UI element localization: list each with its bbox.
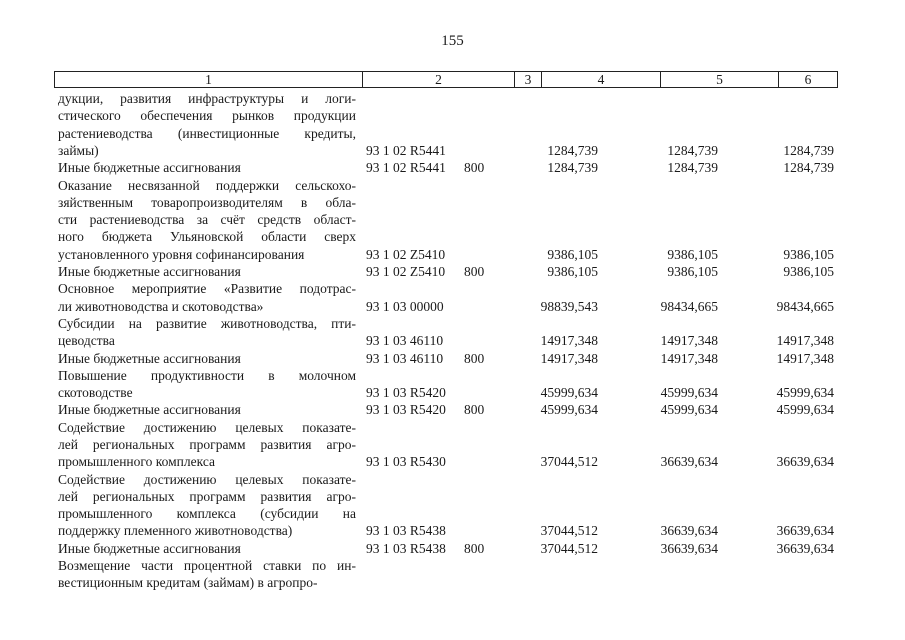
row-value-5: 36639,634 (660, 454, 718, 470)
row-code: 93 1 03 46110 (366, 333, 444, 349)
row-vr: 800 (464, 540, 485, 556)
row-value-5: 9386,105 (667, 246, 718, 262)
row-value-6: 14917,348 (776, 333, 834, 349)
row-name-line: лей региональных программ развития агро- (58, 488, 356, 504)
table-row (0, 263, 905, 280)
row-value-4: 14917,348 (540, 333, 598, 349)
row-vr: 800 (464, 160, 485, 176)
row-name-line: Иные бюджетные ассигнования (58, 402, 241, 418)
row-name (58, 401, 356, 418)
table-row (0, 350, 905, 367)
row-name-line: Субсидии на развитие животноводства, пти- (58, 315, 356, 331)
row-name (58, 419, 356, 471)
row-value-5: 9386,105 (667, 264, 718, 279)
row-value-5: 45999,634 (660, 385, 718, 401)
row-value-6: 1284,739 (783, 160, 834, 176)
row-name-line: зяйственным товаропроизводителям в обла- (58, 194, 356, 210)
row-name-line: ли животноводства и скотоводства» (58, 298, 264, 314)
header-col-4: 4 (541, 72, 660, 87)
row-value-4: 1284,739 (547, 142, 598, 158)
row-name-line: Иные бюджетные ассигнования (58, 540, 241, 556)
row-name-line: Оказание несвязанной поддержки сельскохо- (58, 177, 356, 193)
row-value-4: 37044,512 (540, 540, 598, 556)
row-code: 93 1 02 Z5410 (366, 246, 446, 262)
header-col-6: 6 (778, 72, 837, 87)
row-vr: 800 (464, 402, 485, 418)
page-number: 155 (441, 33, 464, 49)
row-value-5: 1284,739 (667, 160, 718, 176)
row-name (58, 557, 356, 592)
table-row (0, 177, 905, 264)
row-code: 93 1 03 R5438 (366, 540, 446, 556)
row-code: 93 1 03 R5420 (366, 402, 446, 418)
row-name-line: Иные бюджетные ассигнования (58, 160, 241, 176)
row-name-line: сти растениеводства за счёт средств област- (58, 212, 356, 228)
row-name-line: Повышение продуктивности в молочном (58, 367, 356, 383)
row-value-6: 36639,634 (776, 523, 834, 539)
row-value-6: 36639,634 (776, 454, 834, 470)
row-value-4: 45999,634 (540, 402, 598, 418)
row-name-line: стического обеспечения рынков продукции (58, 108, 356, 124)
row-name-line: дукции, развития инфраструктуры и логи- (58, 91, 356, 106)
row-value-5: 45999,634 (660, 402, 718, 418)
row-value-6: 9386,105 (783, 264, 834, 279)
row-name-line: Иные бюджетные ассигнования (58, 264, 241, 279)
row-name (58, 280, 356, 315)
row-name (58, 263, 356, 280)
row-value-5: 1284,739 (667, 142, 718, 158)
table-row (0, 280, 905, 315)
row-value-5: 98434,665 (660, 298, 718, 314)
row-value-5: 36639,634 (660, 523, 718, 539)
header-col-5: 5 (660, 72, 778, 87)
row-name-line: Основное мероприятие «Развитие подотрас- (58, 281, 356, 297)
row-value-4: 9386,105 (547, 264, 598, 279)
table-row (0, 367, 905, 402)
row-code: 93 1 03 46110 (366, 350, 444, 366)
row-value-6: 45999,634 (776, 385, 834, 401)
row-name-line: Возмещение части процентной ставки по ин- (58, 558, 356, 574)
table-row (0, 315, 905, 350)
row-name (58, 90, 356, 159)
row-name (58, 471, 356, 540)
row-name-line: Содействие достижению целевых показате- (58, 419, 356, 435)
header-col-2: 2 (362, 72, 514, 87)
table-header (54, 71, 838, 88)
table-row (0, 471, 905, 540)
row-code: 93 1 02 R5441 (366, 142, 446, 158)
row-value-4: 37044,512 (540, 454, 598, 470)
row-name (58, 159, 356, 176)
row-value-4: 1284,739 (547, 160, 598, 176)
row-code: 93 1 03 R5420 (366, 385, 446, 401)
row-value-6: 45999,634 (776, 402, 834, 418)
row-name-line: Иные бюджетные ассигнования (58, 350, 241, 366)
header-col-1: 1 (205, 72, 212, 87)
row-value-4: 9386,105 (547, 246, 598, 262)
row-name-line: Содействие достижению целевых показате- (58, 471, 356, 487)
row-name (58, 350, 356, 367)
header-col-3: 3 (514, 72, 541, 87)
row-value-6: 1284,739 (783, 142, 834, 158)
row-code: 93 1 03 00000 (366, 298, 444, 314)
row-code: 93 1 03 R5438 (366, 523, 446, 539)
table-row (0, 401, 905, 418)
row-value-4: 14917,348 (540, 350, 598, 366)
row-value-5: 36639,634 (660, 540, 718, 556)
row-name-line: вестиционным кредитам (займам) в агропро- (58, 575, 318, 591)
table-row (0, 90, 905, 159)
table-row (0, 419, 905, 471)
row-name-line: скотоводстве (58, 385, 133, 401)
row-value-6: 9386,105 (783, 246, 834, 262)
row-name-line: промышленного комплекса (58, 454, 215, 470)
row-name-line: займы) (58, 142, 99, 158)
row-name-line: ного бюджета Ульяновской области сверх (58, 229, 356, 245)
row-name (58, 540, 356, 557)
row-value-6: 36639,634 (776, 540, 834, 556)
row-name-line: установленного уровня софинансирования (58, 246, 305, 262)
row-value-5: 14917,348 (660, 350, 718, 366)
row-value-4: 37044,512 (540, 523, 598, 539)
row-name (58, 315, 356, 350)
row-vr: 800 (464, 350, 485, 366)
table-row (0, 540, 905, 557)
table-row (0, 159, 905, 176)
row-name-line: промышленного комплекса (субсидии на (58, 506, 356, 522)
row-value-6: 14917,348 (776, 350, 834, 366)
row-value-5: 14917,348 (660, 333, 718, 349)
row-value-6: 98434,665 (776, 298, 834, 314)
row-name-line: поддержку племенного животноводства) (58, 523, 293, 539)
row-code: 93 1 02 R5441 (366, 160, 446, 176)
row-name (58, 177, 356, 263)
row-code: 93 1 02 Z5410 (366, 264, 446, 279)
row-name-line: цеводства (58, 333, 115, 349)
row-name (58, 367, 356, 402)
row-vr: 800 (464, 264, 485, 279)
row-value-4: 45999,634 (540, 385, 598, 401)
row-name-line: растениеводства (инвестиционные кредиты, (58, 125, 356, 141)
row-name-line: лей региональных программ развития агро- (58, 436, 356, 452)
row-value-4: 98839,543 (540, 298, 598, 314)
table-row (0, 557, 905, 592)
row-code: 93 1 03 R5430 (366, 454, 446, 470)
